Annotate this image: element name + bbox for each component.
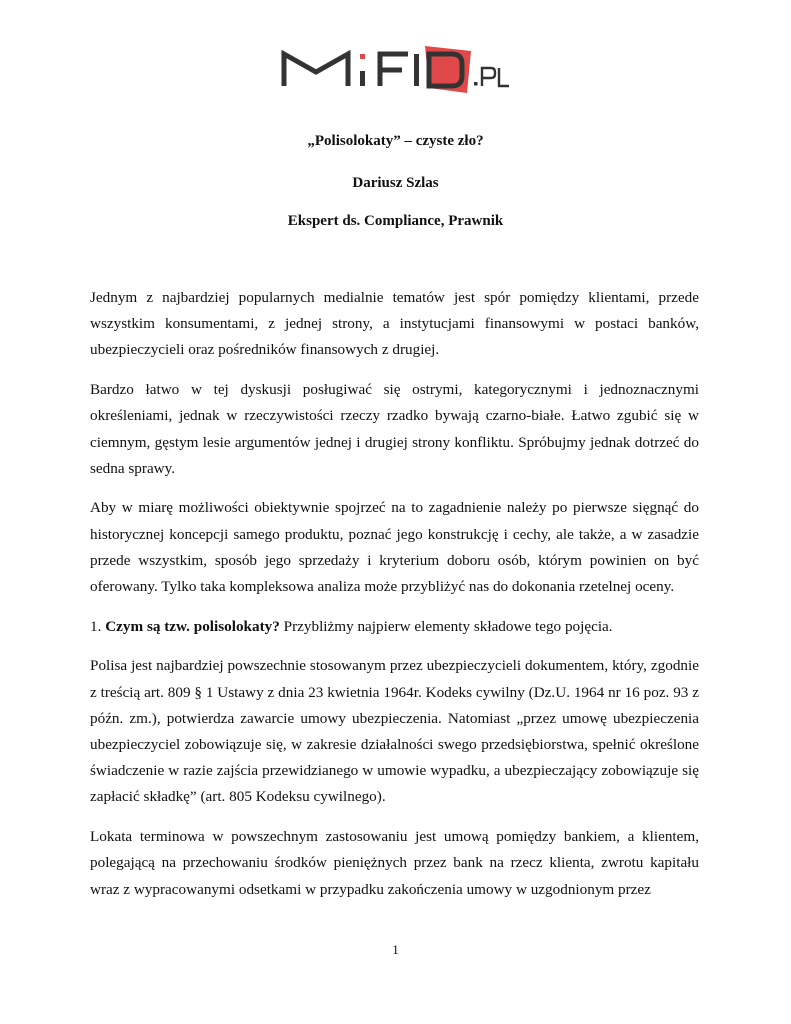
page-number: 1 [392, 942, 399, 957]
logo-dot [474, 82, 478, 86]
author-name: Dariusz Szlas [352, 175, 439, 191]
paragraph: Aby w miarę możliwości obiektywnie spojrzeć na to zagadnienie należy po pierwsze sięgnąć do historycznej koncepcji samego produktu, poznać jego konstrukcję i cechy, ale także, a w zasadzie przede wszystkim, sposób jego sprzedaży i kryterium doboru osób, którym powinien on być oferowany. Tylko taka kompleksowa analiza może przybliżyć nas do dokonania rzetelnej oceny. [90, 499, 699, 596]
paragraph: Jednym z najbardziej popularnych medialnie tematów jest spór pomiędzy klientami, przede wszystkim konsumentami, z jednej strony, a instytucjami finansowymi w postaci banków, ubezpieczycieli oraz pośredników finansowych z drugiej. [90, 289, 699, 359]
section-heading [90, 614, 699, 640]
paragraph: Lokata terminowa w powszechnym zastosowaniu jest umową pomiędzy bankiem, a klientem, polegającą na przechowaniu środków pieniężnych przez bank na rzecz klienta, zwrotu kapitału wraz z wypracowanymi odsetkami w przypadku zakończenia umowy w uzgodnionym przez [90, 828, 699, 898]
paragraph: Bardzo łatwo w tej dyskusji posługiwać się ostrymi, kategorycznymi i jednoznacznymi określeniami, jednak w rzeczywistości rzeczy rzadko bywają czarno-białe. Łatwo zgubić się w ciemnym, gęstym lesie argumentów jednej i drugiej strony konfliktu. Spróbujmy jednak dotrzeć do sedna sprawy. [90, 381, 699, 477]
mifid-logo [280, 44, 510, 96]
section-number: 1. [90, 617, 102, 635]
author-role: Ekspert ds. Compliance, Prawnik [287, 213, 504, 229]
logo-dot-i [360, 54, 365, 59]
logo-letter-m [284, 54, 348, 86]
article-title: „Polisolokaty” – czyste zło? [307, 133, 484, 149]
logo-letter-i [360, 71, 365, 86]
logo-letter-p [482, 68, 495, 86]
logo-letter-l [499, 68, 509, 86]
section-intro: Przybliżmy najpierw elementy składowe tego pojęcia. [283, 617, 613, 635]
section-title: Czym są tzw. polisolokaty? [105, 617, 280, 635]
paragraph: Polisa jest najbardziej powszechnie stosowanym przez ubezpieczycieli dokumentem, który, zgodnie z treścią art. 809 § 1 Ustawy z dnia 23 kwietnia 1964r. Kodeks cywilny (Dz.U. 1964 nr 16 poz. 93 z późn. zm.), potwierdza zawarcie umowy ubezpieczenia. Natomiast „przez umowę ubezpieczenia ubezpieczyciel zobowiązuje się, w zakresie działalności swego przedsiębiorstwa, spełnić określone świadczenie w razie zajścia przewidzianego w umowie wypadku, a ubezpieczający zobowiązuje się zapłacić składkę” (art. 805 Kodeksu cywilnego). [90, 657, 699, 806]
article-body [90, 285, 699, 903]
logo-letter-i2 [414, 54, 419, 86]
